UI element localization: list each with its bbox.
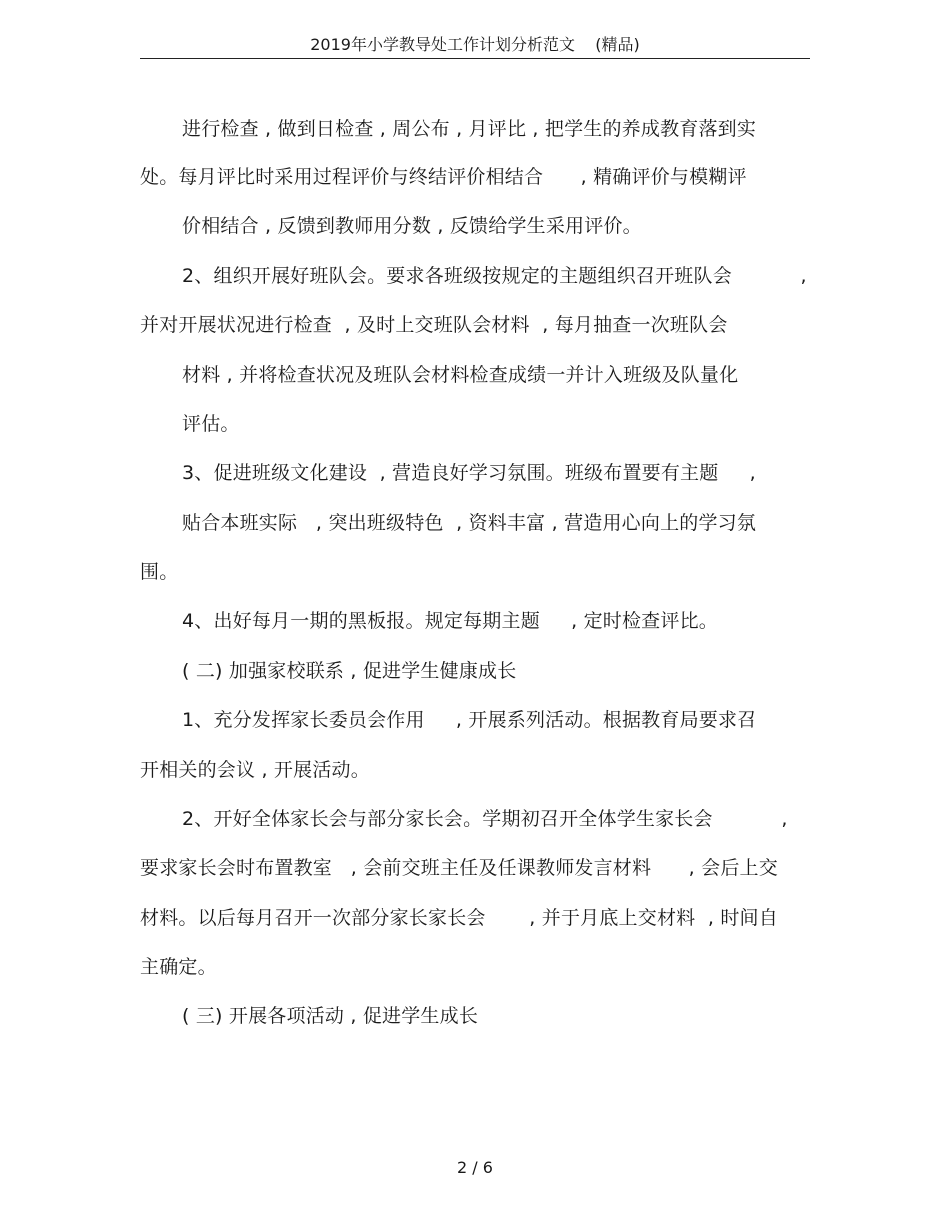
body-line-18: 主确定。: [140, 956, 217, 978]
body-line-9: 贴合本班实际 , 突出班级特色 , 资料丰富 , 营造用心向上的学习氛: [182, 512, 757, 534]
body-line-6: 材料 , 并将检查状况及班队会材料检查成绩一并计入班级及队量化: [182, 364, 739, 386]
body-line-11: 4、出好每月一期的黑板报。规定每期主题 , 定时检查评比。: [182, 610, 718, 632]
body-line-3: 价相结合 , 反馈到教师用分数 , 反馈给学生采用评价。: [182, 215, 642, 237]
body-line-15: 2、开好全体家长会与部分家长会。学期初召开全体学生家长会 ,: [182, 808, 788, 830]
page-header: 2019年小学教导处工作计划分析范文 (精品): [140, 34, 810, 59]
section-heading-3: ( 三) 开展各项活动 , 促进学生成长: [182, 1005, 479, 1027]
body-line-8: 3、促进班级文化建设 , 营造良好学习氛围。班级布置要有主题 ,: [182, 462, 756, 484]
body-line-16: 要求家长会时布置教室 , 会前交班主任及任课教师发言材料 , 会后上交: [140, 857, 778, 879]
body-line-13: 1、充分发挥家长委员会作用 , 开展系列活动。根据教育局要求召: [182, 709, 757, 731]
body-line-5: 并对开展状况进行检查 , 及时上交班队会材料 , 每月抽查一次班队会: [140, 314, 728, 336]
body-line-17: 材料。以后每月召开一次部分家长家长会 , 并于月底上交材料 , 时间自: [140, 907, 778, 929]
body-line-2: 处。每月评比时采用过程评价与终结评价相结合 , 精确评价与模糊评: [140, 166, 747, 188]
body-line-1: 进行检查 , 做到日检查 , 周公布 , 月评比 , 把学生的养成教育落到实: [182, 118, 757, 140]
body-line-4: 2、组织开展好班队会。要求各班级按规定的主题组织召开班队会 ,: [182, 265, 807, 287]
body-line-10: 围。: [140, 561, 179, 583]
page-number: 2 / 6: [457, 1158, 493, 1177]
body-line-7: 评估。: [182, 413, 240, 435]
body-line-14: 开相关的会议 , 开展活动。: [140, 759, 370, 781]
section-heading-2: ( 二) 加强家校联系 , 促进学生健康成长: [182, 660, 517, 682]
